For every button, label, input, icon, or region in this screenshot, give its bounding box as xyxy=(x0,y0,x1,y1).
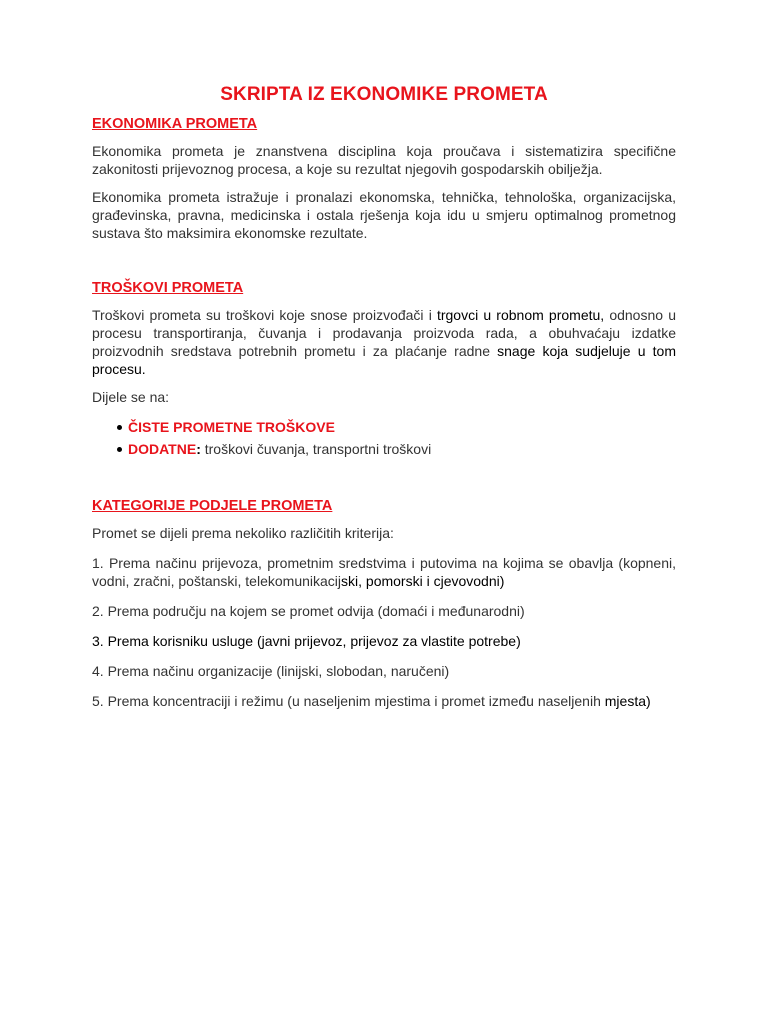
troskovi-text-part-c: odnosno u procesu transportiranja, čuvanja i prodavanja proizvoda rada, a obuhvaćaju izdatke proizvodnih sredstava potrebnih prometu i za plaćanje radne xyxy=(92,307,676,359)
kategorije-item-2: 2. Prema području na kojem se promet odvija (domaći i međunarodni) xyxy=(92,603,525,619)
bullet-item-ciste: ČISTE PROMETNE TROŠKOVE xyxy=(128,419,335,435)
troskovi-paragraph-1 xyxy=(92,306,676,378)
troskovi-text-part-a: Troškovi prometa su troškovi koje snose proizvođači i xyxy=(92,307,437,323)
kategorije-item-5 xyxy=(92,692,676,710)
troskovi-bullet-list xyxy=(92,416,676,460)
kategorije-intro: Promet se dijeli prema nekoliko različitih kriterija: xyxy=(92,525,394,541)
kategorije-item-5-part-b: mjesta) xyxy=(604,693,651,709)
bullet-item-dodatne-label: DODATNE xyxy=(128,441,197,457)
bullet-item-dodatne-text: troškovi čuvanja, transportni troškovi xyxy=(200,441,432,457)
kategorije-item-1-part-b: ski, pomorski i cjevovodni) xyxy=(341,573,505,589)
troskovi-text-part-b: trgovci u robnom prometu, xyxy=(436,307,605,323)
troskovi-divide-label: Dijele se na: xyxy=(92,389,170,405)
kategorije-item-4: 4. Prema načinu organizacije (linijski, slobodan, naručeni) xyxy=(92,663,450,679)
kategorije-item-1 xyxy=(92,554,676,590)
section-spacer xyxy=(92,470,676,498)
kategorije-item-5-part-a: 5. Prema koncentraciji i režimu (u naseljenim mjestima i promet između naseljenih xyxy=(92,693,605,709)
ekonomika-paragraph-1: Ekonomika prometa je znanstvena disciplina koja proučava i sistematizira specifične zakonitosti prijevoznog procesa, a koje su rezultat njegovih gospodarskih obilježja. xyxy=(92,143,676,177)
bullet-dot-icon xyxy=(117,425,122,430)
document-page xyxy=(92,84,676,722)
troskovi-text-part-d: snage koja sudjeluje u tom procesu. xyxy=(92,343,676,377)
bullet-item-dodatne-colon: : xyxy=(196,441,201,457)
document-title: SKRIPTA IZ EKONOMIKE PROMETA xyxy=(220,84,548,105)
kategorije-item-3: 3. Prema korisniku usluge (javni prijevoz, prijevoz za vlastite potrebe) xyxy=(92,633,521,649)
section-heading-ekonomika: EKONOMIKA PROMETA xyxy=(92,116,258,132)
section-heading-troskovi: TROŠKOVI PROMETA xyxy=(92,280,244,296)
ekonomika-paragraph-2: Ekonomika prometa istražuje i pronalazi ekonomska, tehnička, tehnološka, organizacijska, građevinska, pravna, medicinska i ostala rješenja koja idu u smjeru optimalnog prometnog sustava što maksimira ekonomske rezultate. xyxy=(92,189,676,241)
section-heading-kategorije: KATEGORIJE PODJELE PROMETA xyxy=(92,498,333,514)
bullet-dot-icon xyxy=(117,447,122,452)
list-item xyxy=(92,416,676,438)
section-spacer xyxy=(92,252,676,280)
list-item xyxy=(92,438,676,460)
kategorije-item-1-part-a: 1. Prema načinu prijevoza, prometnim sredstvima i putovima na kojima se obavlja (kopneni, vodni, zračni, poštanski, telekomunikacij xyxy=(92,555,676,589)
